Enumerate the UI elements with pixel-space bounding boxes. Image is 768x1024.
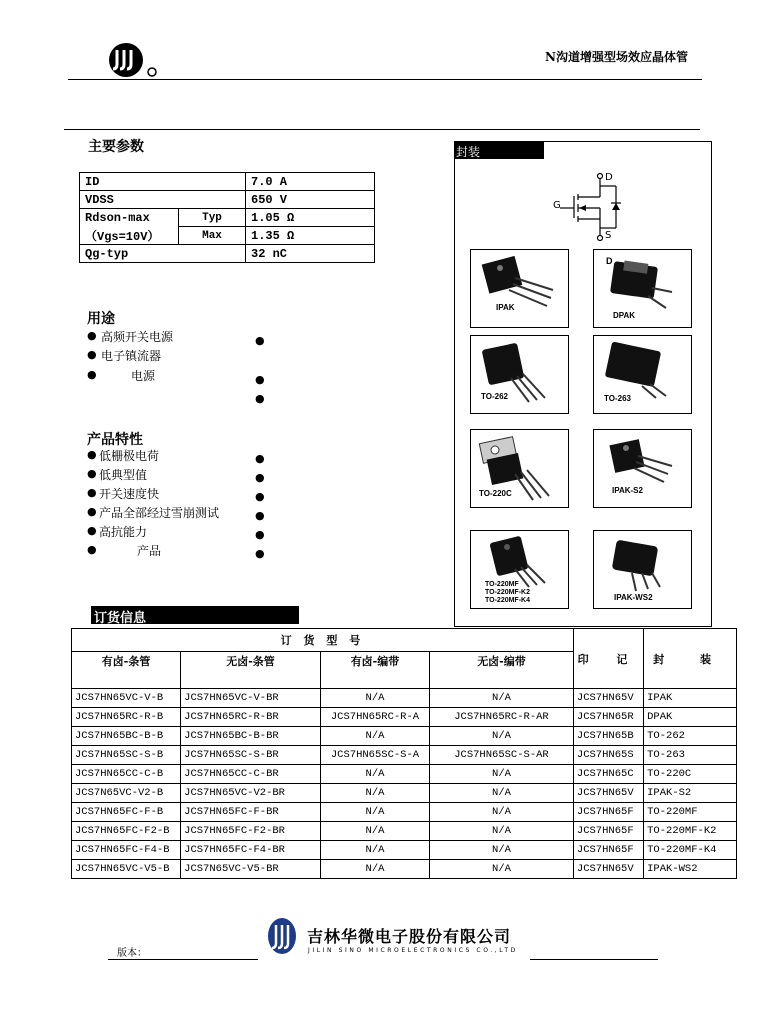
order-cell: JCS7HN65CC-C-B — [72, 765, 181, 784]
section-rule — [64, 129, 700, 130]
order-row — [72, 708, 737, 727]
order-col-header: 封 装 — [644, 629, 737, 689]
param-value: 7.0 A — [246, 173, 375, 191]
order-cell: N/A — [430, 841, 574, 860]
order-cell: JCS7HN65BC-B-BR — [181, 727, 321, 746]
bullet-icon: ● — [255, 471, 265, 484]
order-cell: JCS7HN65SC-S-B — [72, 746, 181, 765]
param-name: VDSS — [80, 191, 246, 209]
bullet-icon: ● — [255, 528, 265, 541]
symbol-label-g: G — [553, 200, 561, 211]
feature-item: 低典型值 — [99, 468, 148, 482]
param-sub: Typ — [179, 209, 246, 227]
order-cell: N/A — [430, 784, 574, 803]
order-row — [72, 765, 737, 784]
order-cell: JCS7HN65RC-R-B — [72, 708, 181, 727]
param-table — [79, 172, 375, 263]
order-cell: N/A — [320, 822, 429, 841]
package-name: TO-220MF TO-220MF-K2 TO-220MF-K4 — [485, 581, 530, 604]
package-name: TO-263 — [604, 394, 631, 403]
order-cell: JCS7HN65VC-V-BR — [181, 689, 321, 708]
order-info-title: 订货信息 — [94, 611, 147, 626]
symbol-label-s: S — [605, 230, 612, 241]
bullet-icon: ● — [87, 543, 97, 556]
order-cell: N/A — [430, 803, 574, 822]
order-cell: N/A — [430, 689, 574, 708]
mosfet-symbol — [550, 170, 625, 242]
bullet-icon: ● — [87, 486, 97, 499]
application-item: 电源 — [131, 369, 156, 383]
order-cell: JCS7HN65V — [573, 689, 643, 708]
order-cell: JCS7HN65SC-S-AR — [430, 746, 574, 765]
order-cell: JCS7HN65V — [573, 784, 643, 803]
order-cell: TO-220MF-K4 — [644, 841, 737, 860]
param-name: ID — [80, 173, 246, 191]
param-name: （Vgs=10V） — [80, 227, 179, 245]
order-cell: N/A — [430, 727, 574, 746]
order-cell: JCS7HN65F — [573, 841, 643, 860]
package-to262 — [470, 335, 569, 414]
bullet-icon: ● — [87, 524, 97, 537]
order-col-header: 无卤-编带 — [430, 652, 574, 671]
package-panel — [454, 141, 712, 627]
param-row — [80, 227, 375, 245]
order-row — [72, 803, 737, 822]
order-cell: JCS7HN65VC-V-B — [72, 689, 181, 708]
order-cell: JCS7HN65V — [573, 860, 643, 879]
order-row — [72, 784, 737, 803]
company-logo-bottom — [267, 917, 297, 955]
order-cell: JCS7HN65VC-V5-B — [72, 860, 181, 879]
features-title: 产品特性 — [87, 432, 143, 448]
order-col-header: 印 记 — [573, 629, 643, 689]
feature-item: 低栅极电荷 — [99, 449, 160, 463]
package-name: TO-262 — [481, 392, 508, 401]
bullet-icon: ● — [87, 467, 97, 480]
bullet-icon: ● — [255, 547, 265, 560]
order-cell: N/A — [320, 841, 429, 860]
package-ipak-ws2 — [593, 530, 692, 609]
order-header-group: 订 货 型 号 — [72, 629, 574, 652]
package-dpak — [593, 249, 692, 328]
bullet-icon: ● — [255, 490, 265, 503]
bullet-icon: ● — [87, 448, 97, 461]
order-cell: TO-262 — [644, 727, 737, 746]
bullet-icon: ● — [255, 334, 265, 347]
footer-underline-right — [530, 959, 658, 960]
order-cell: JCS7HN65SC-S-BR — [181, 746, 321, 765]
version-underline — [108, 959, 258, 960]
package-name: DPAK — [613, 311, 636, 320]
version-label: 版本： — [117, 948, 147, 959]
order-cell: N/A — [320, 803, 429, 822]
param-value: 1.05 Ω — [246, 209, 375, 227]
order-cell: N/A — [320, 689, 429, 708]
package-name: IPAK-S2 — [612, 486, 643, 495]
order-cell: TO-220MF — [644, 803, 737, 822]
order-row — [72, 746, 737, 765]
param-name: Rdson-max — [80, 209, 179, 227]
param-value: 32 nC — [246, 245, 375, 263]
package-name: IPAK — [496, 303, 515, 312]
bullet-icon: ● — [255, 452, 265, 465]
param-sub: Max — [179, 227, 246, 245]
order-row — [72, 689, 737, 708]
order-cell: N/A — [430, 860, 574, 879]
order-cell: JCS7HN65F — [573, 822, 643, 841]
order-cell: JCS7HN65S — [573, 746, 643, 765]
package-to220c — [470, 429, 569, 508]
bullet-icon: ● — [255, 392, 265, 405]
header-rule — [68, 79, 702, 80]
main-params-title: 主要参数 — [88, 139, 144, 155]
svg-text:D: D — [606, 256, 613, 266]
order-cell: IPAK-WS2 — [644, 860, 737, 879]
order-cell: DPAK — [644, 708, 737, 727]
order-cell: JCS7HN65VC-V2-BR — [181, 784, 321, 803]
feature-item: 产品全部经过雪崩测试 — [99, 506, 220, 520]
order-cell: N/A — [430, 822, 574, 841]
package-to263 — [593, 335, 692, 414]
order-col-header: 有卤-编带 — [320, 652, 429, 671]
order-cell: TO-220C — [644, 765, 737, 784]
order-row — [72, 727, 737, 746]
order-cell: TO-263 — [644, 746, 737, 765]
feature-item: 开关速度快 — [99, 487, 160, 501]
order-cell: IPAK — [644, 689, 737, 708]
order-cell: JCS7HN65F — [573, 803, 643, 822]
order-cell: JCS7N65VC-V5-BR — [181, 860, 321, 879]
company-name-cn: 吉林华微电子股份有限公司 — [307, 927, 512, 946]
feature-item: 产品 — [137, 544, 162, 558]
package-name: TO-220C — [479, 489, 512, 498]
order-cell: JCS7HN65FC-F-B — [72, 803, 181, 822]
applications-title: 用途 — [87, 311, 115, 327]
order-cell: N/A — [320, 784, 429, 803]
order-col-header: 有卤-条管 — [72, 652, 181, 671]
order-cell: JCS7N65VC-V2-B — [72, 784, 181, 803]
package-to220mf — [470, 530, 569, 609]
bullet-icon: ● — [87, 368, 97, 381]
order-cell: JCS7HN65R — [573, 708, 643, 727]
application-item: 电子镇流器 — [101, 349, 162, 363]
symbol-label-d: D — [605, 172, 613, 183]
order-cell: JCS7HN65FC-F4-B — [72, 841, 181, 860]
company-logo-top — [107, 42, 159, 78]
param-row — [80, 173, 375, 191]
order-table — [71, 628, 737, 879]
bullet-icon: ● — [255, 373, 265, 386]
order-row — [72, 860, 737, 879]
param-row — [80, 209, 375, 227]
order-cell: JCS7HN65RC-R-A — [320, 708, 429, 727]
package-name: IPAK-WS2 — [614, 593, 653, 602]
order-cell: JCS7HN65SC-S-A — [320, 746, 429, 765]
order-cell: JCS7HN65RC-R-AR — [430, 708, 574, 727]
order-cell: N/A — [320, 860, 429, 879]
order-cell: JCS7HN65BC-B-B — [72, 727, 181, 746]
company-name-en: JILIN SINO MICROELECTRONICS CO.,LTD — [308, 947, 518, 954]
order-row — [72, 822, 737, 841]
product-title: N沟道增强型场效应晶体管 — [545, 50, 688, 64]
param-value: 1.35 Ω — [246, 227, 375, 245]
bullet-icon: ● — [255, 509, 265, 522]
order-cell: JCS7HN65B — [573, 727, 643, 746]
order-cell: JCS7HN65CC-C-BR — [181, 765, 321, 784]
order-cell: IPAK-S2 — [644, 784, 737, 803]
package-ipak-s2 — [593, 429, 692, 508]
order-cell: JCS7HN65FC-F4-BR — [181, 841, 321, 860]
order-cell: N/A — [320, 727, 429, 746]
bullet-icon: ● — [87, 505, 97, 518]
order-cell: JCS7HN65FC-F2-BR — [181, 822, 321, 841]
order-cell: JCS7HN65RC-R-BR — [181, 708, 321, 727]
param-name: Qg-typ — [80, 245, 246, 263]
bullet-icon: ● — [87, 348, 97, 361]
package-panel-title: 封装 — [456, 145, 481, 159]
order-cell: TO-220MF-K2 — [644, 822, 737, 841]
package-ipak — [470, 249, 569, 328]
application-item: 高频开关电源 — [101, 330, 174, 344]
bullet-icon: ● — [87, 329, 97, 342]
order-cell: JCS7HN65C — [573, 765, 643, 784]
order-cell: JCS7HN65FC-F-BR — [181, 803, 321, 822]
order-cell: JCS7HN65FC-F2-B — [72, 822, 181, 841]
order-header-row — [72, 629, 737, 652]
order-col-header: 无卤-条管 — [181, 652, 321, 671]
order-cell: N/A — [430, 765, 574, 784]
order-row — [72, 841, 737, 860]
param-row — [80, 245, 375, 263]
param-row — [80, 191, 375, 209]
param-value: 650 V — [246, 191, 375, 209]
feature-item: 高抗能力 — [99, 525, 148, 539]
order-cell: N/A — [320, 765, 429, 784]
